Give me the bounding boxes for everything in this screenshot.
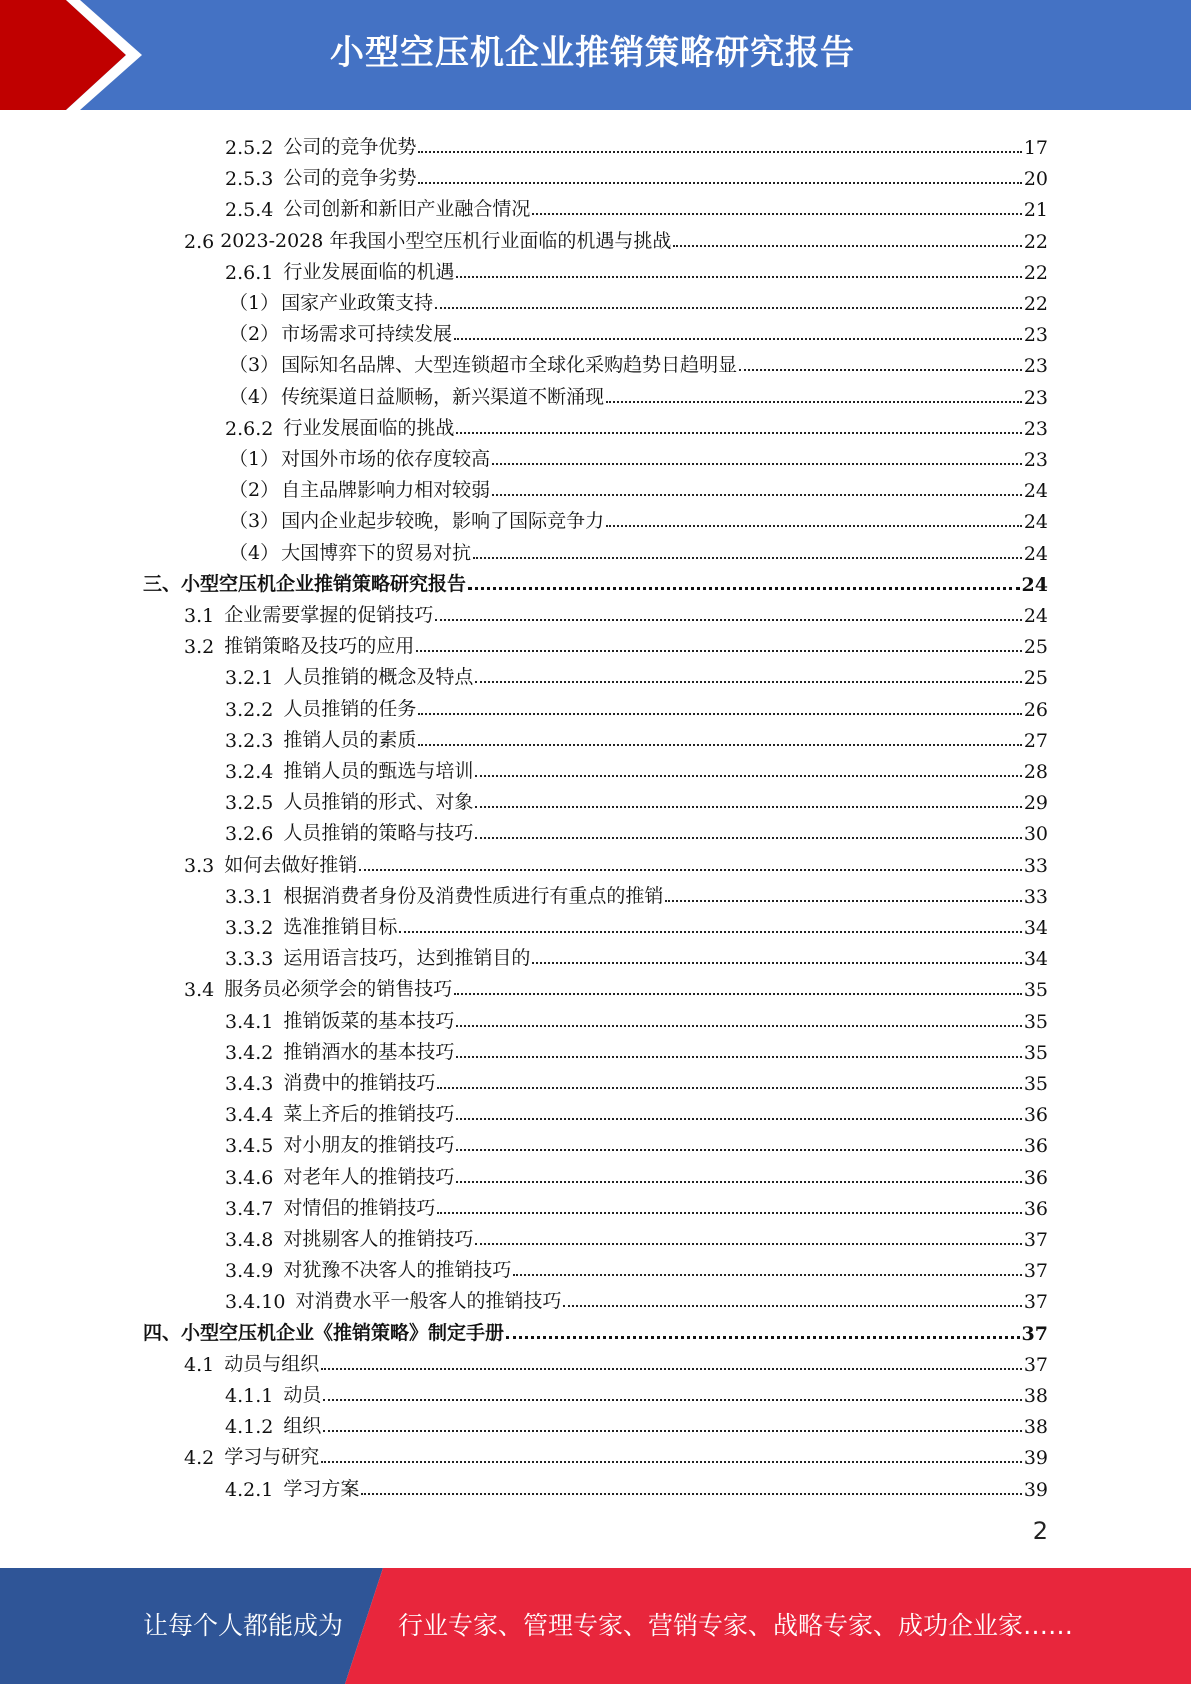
toc-entry-page: 24 xyxy=(1023,511,1048,533)
toc-entry-page: 33 xyxy=(1023,886,1048,908)
toc-entry-label: 组织 xyxy=(283,1415,322,1437)
toc-leader-dots xyxy=(513,1274,1021,1276)
toc-entry-number: 3.4.10 xyxy=(225,1291,286,1313)
toc-entry-number: 4.2.1 xyxy=(225,1479,274,1501)
toc-entry-label: 对国外市场的依存度较高 xyxy=(281,448,491,470)
toc-leader-dots xyxy=(435,619,1022,621)
toc-entry-page: 22 xyxy=(1023,262,1048,284)
toc-entry-label: 国内企业起步较晚，影响了国际竞争力 xyxy=(281,510,605,532)
toc-leader-dots xyxy=(321,1368,1022,1370)
toc-leader-dots xyxy=(435,307,1022,309)
toc-leader-dots xyxy=(739,369,1022,371)
toc-entry-page: 23 xyxy=(1023,324,1048,346)
toc-entry[interactable] xyxy=(229,440,1048,471)
toc-entry[interactable] xyxy=(225,1064,1048,1095)
toc-entry[interactable] xyxy=(225,658,1048,689)
toc-entry-number: 3.2.1 xyxy=(225,667,274,689)
toc-leader-dots xyxy=(456,432,1021,434)
toc-leader-dots xyxy=(456,1025,1021,1027)
toc-leader-dots xyxy=(665,900,1021,902)
toc-entry[interactable] xyxy=(225,939,1048,970)
toc-leader-dots xyxy=(475,775,1021,777)
toc-entry-label: 行业发展面临的挑战 xyxy=(283,417,455,439)
toc-entry-label: 国家产业政策支持 xyxy=(281,292,434,314)
toc-entry-number: 2.5.2 xyxy=(225,137,274,159)
toc-entry-number: 3.4.5 xyxy=(225,1135,274,1157)
toc-entry-number: 3.4 xyxy=(184,979,215,1001)
toc-entry-page: 24 xyxy=(1023,605,1048,627)
page-number: 2 xyxy=(1032,1517,1048,1545)
toc-entry-page: 38 xyxy=(1023,1416,1048,1438)
toc-entry-number: （4） xyxy=(229,386,280,408)
toc-entry[interactable] xyxy=(225,908,1048,939)
toc-entry-number: 2.6 xyxy=(184,231,215,253)
toc-entry-label: 三、小型空压机企业推销策略研究报告 xyxy=(143,573,467,595)
toc-leader-dots xyxy=(416,650,1022,652)
toc-entry-number: 3.3.2 xyxy=(225,917,274,939)
toc-entry-number: 3.4.1 xyxy=(225,1011,274,1033)
toc-entry-number: 2.5.4 xyxy=(225,199,274,221)
toc-entry[interactable] xyxy=(225,409,1048,440)
toc-entry-number: 3.1 xyxy=(184,605,215,627)
toc-entry-label: 对消费水平一般客人的推销技巧 xyxy=(295,1290,562,1312)
toc-leader-dots xyxy=(606,401,1022,403)
toc-entry-label: 大国博弈下的贸易对抗 xyxy=(281,542,472,564)
toc-entry-label: 企业需要掌握的促销技巧 xyxy=(224,604,434,626)
toc-entry-number: 4.1 xyxy=(184,1354,215,1376)
toc-leader-dots xyxy=(456,1118,1021,1120)
toc-entry[interactable] xyxy=(225,1407,1048,1438)
toc-leader-dots xyxy=(532,213,1021,215)
toc-entry[interactable] xyxy=(225,721,1048,752)
toc-entry-label: 根据消费者身份及消费性质进行有重点的推销 xyxy=(283,885,664,907)
toc-entry-page: 35 xyxy=(1023,1073,1048,1095)
toc-entry-label: 人员推销的任务 xyxy=(283,698,417,720)
toc-entry-page: 23 xyxy=(1023,449,1048,471)
toc-entry-page: 28 xyxy=(1023,761,1048,783)
toc-entry-number: （3） xyxy=(229,354,280,376)
toc-entry-page: 34 xyxy=(1023,917,1048,939)
toc-entry-number: （1） xyxy=(229,292,280,314)
toc-entry-page: 36 xyxy=(1023,1198,1048,1220)
toc-entry-label: 推销策略及技巧的应用 xyxy=(224,635,415,657)
toc-entry[interactable] xyxy=(225,159,1048,190)
toc-entry[interactable] xyxy=(225,814,1048,845)
toc-leader-dots xyxy=(454,338,1022,340)
toc-entry-page: 24 xyxy=(1023,543,1048,565)
toc-entry-label: 推销人员的甄选与培训 xyxy=(283,760,474,782)
toc-entry-label: 选准推销目标 xyxy=(283,916,398,938)
toc-entry-number: 3.2.4 xyxy=(225,761,274,783)
toc-entry[interactable] xyxy=(225,1470,1048,1501)
toc-entry-label: 公司的竞争劣势 xyxy=(283,167,417,189)
toc-entry-number: 3.4.7 xyxy=(225,1198,274,1220)
toc-entry[interactable] xyxy=(229,534,1048,565)
toc-entry[interactable] xyxy=(225,783,1048,814)
toc-entry-label: 自主品牌影响力相对较弱 xyxy=(281,479,491,501)
toc-entry[interactable] xyxy=(229,315,1048,346)
toc-entry-number: （3） xyxy=(229,510,280,532)
toc-entry-label: 四、小型空压机企业《推销策略》制定手册 xyxy=(143,1322,505,1344)
toc-leader-dots xyxy=(399,931,1021,933)
toc-entry[interactable] xyxy=(225,1033,1048,1064)
toc-entry[interactable] xyxy=(229,284,1048,315)
toc-entry-label: 人员推销的形式、对象 xyxy=(283,791,474,813)
toc-entry-page: 35 xyxy=(1023,979,1048,1001)
toc-entry[interactable] xyxy=(225,1282,1048,1313)
toc-entry[interactable] xyxy=(184,1438,1048,1469)
toc-entry[interactable] xyxy=(225,1376,1048,1407)
toc-entry-number: 3.4.4 xyxy=(225,1104,274,1126)
toc-entry-page: 29 xyxy=(1023,792,1048,814)
toc-entry-label: 国际知名品牌、大型连锁超市全球化采购趋势日趋明显 xyxy=(281,354,738,376)
footer-slogan-left: 让每个人都能成为 xyxy=(143,1611,344,1640)
toc-entry-page: 22 xyxy=(1023,231,1048,253)
toc-entry-number: （2） xyxy=(229,323,280,345)
toc-entry-page: 30 xyxy=(1023,823,1048,845)
toc-leader-dots xyxy=(456,276,1021,278)
toc-entry-label: 市场需求可持续发展 xyxy=(281,323,453,345)
toc-entry-page: 27 xyxy=(1023,730,1048,752)
toc-entry-label: 传统渠道日益顺畅，新兴渠道不断涌现 xyxy=(281,386,605,408)
toc-entry-page: 23 xyxy=(1023,387,1048,409)
toc-entry-label: 人员推销的策略与技巧 xyxy=(283,822,474,844)
toc-entry-page: 37 xyxy=(1021,1323,1048,1345)
toc-leader-dots xyxy=(673,245,1021,247)
toc-entry-page: 36 xyxy=(1023,1135,1048,1157)
toc-leader-dots xyxy=(563,1305,1021,1307)
toc-entry-page: 26 xyxy=(1023,699,1048,721)
toc-leader-dots xyxy=(475,837,1021,839)
toc-entry-page: 39 xyxy=(1023,1447,1048,1469)
toc-leader-dots xyxy=(361,1493,1021,1495)
toc-entry-page: 20 xyxy=(1023,168,1048,190)
toc-entry-label: 学习与研究 xyxy=(224,1446,320,1468)
toc-entry-number: 3.3.3 xyxy=(225,948,274,970)
toc-entry-label: 动员与组织 xyxy=(224,1353,320,1375)
toc-entry[interactable] xyxy=(143,565,1048,596)
toc-entry[interactable] xyxy=(184,1345,1048,1376)
toc-entry-number: 3.4.8 xyxy=(225,1229,274,1251)
toc-entry-page: 37 xyxy=(1023,1354,1048,1376)
toc-entry-number: 3.2 xyxy=(184,636,215,658)
toc-leader-dots xyxy=(454,993,1022,995)
toc-entry-label: 推销人员的素质 xyxy=(283,729,417,751)
toc-entry-label: 2023-2028 年我国小型空压机行业面临的机遇与挑战 xyxy=(220,230,672,252)
toc-leader-dots xyxy=(532,962,1021,964)
toc-entry-page: 24 xyxy=(1023,480,1048,502)
toc-leader-dots xyxy=(418,182,1021,184)
toc-leader-dots xyxy=(475,806,1021,808)
toc-entry-label: 如何去做好推销 xyxy=(224,854,358,876)
toc-leader-dots xyxy=(475,1243,1021,1245)
toc-entry[interactable] xyxy=(184,846,1048,877)
toc-entry-number: 3.4.2 xyxy=(225,1042,274,1064)
toc-entry-number: 3.3 xyxy=(184,855,215,877)
toc-entry-page: 35 xyxy=(1023,1042,1048,1064)
toc-entry-page: 24 xyxy=(1021,574,1048,596)
toc-entry[interactable] xyxy=(225,1158,1048,1189)
toc-entry-page: 21 xyxy=(1023,199,1048,221)
toc-leader-dots xyxy=(506,1336,1020,1339)
toc-entry[interactable] xyxy=(229,346,1048,377)
toc-leader-dots xyxy=(437,1087,1021,1089)
toc-entry-number: （1） xyxy=(229,448,280,470)
toc-entry-label: 服务员必须学会的销售技巧 xyxy=(224,978,453,1000)
toc-entry-number: 2.6.2 xyxy=(225,418,274,440)
toc-leader-dots xyxy=(359,869,1022,871)
toc-entry[interactable] xyxy=(225,128,1048,159)
toc-entry-page: 23 xyxy=(1023,355,1048,377)
toc-leader-dots xyxy=(418,713,1021,715)
toc-entry[interactable] xyxy=(184,627,1048,658)
toc-entry-page: 38 xyxy=(1023,1385,1048,1407)
toc-leader-dots xyxy=(475,681,1021,683)
toc-entry[interactable] xyxy=(229,471,1048,502)
footer-slogan-right: 行业专家、管理专家、营销专家、战略专家、成功企业家…… xyxy=(398,1611,1074,1640)
toc-entry-label: 学习方案 xyxy=(283,1478,360,1500)
toc-entry-label: 公司创新和新旧产业融合情况 xyxy=(283,198,531,220)
toc-entry-number: 4.1.2 xyxy=(225,1416,274,1438)
toc-entry-label: 对挑剔客人的推销技巧 xyxy=(283,1228,474,1250)
toc-entry-label: 对老年人的推销技巧 xyxy=(283,1166,455,1188)
toc-entry-number: 3.2.3 xyxy=(225,730,274,752)
toc-entry[interactable] xyxy=(143,1314,1048,1345)
toc-entry-number: 3.2.5 xyxy=(225,792,274,814)
toc-leader-dots xyxy=(437,1212,1021,1214)
toc-entry-number: 3.2.6 xyxy=(225,823,274,845)
toc-leader-dots xyxy=(468,587,1020,590)
toc-entry-page: 39 xyxy=(1023,1479,1048,1501)
toc-leader-dots xyxy=(456,1181,1021,1183)
toc-entry-label: 行业发展面临的机遇 xyxy=(283,261,455,283)
toc-entry-page: 36 xyxy=(1023,1104,1048,1126)
toc-entry[interactable] xyxy=(229,502,1048,533)
toc-entry-page: 17 xyxy=(1023,137,1048,159)
toc-entry-label: 菜上齐后的推销技巧 xyxy=(283,1103,455,1125)
toc-entry[interactable] xyxy=(225,1095,1048,1126)
toc-leader-dots xyxy=(473,557,1022,559)
toc-entry[interactable] xyxy=(229,378,1048,409)
document-title: 小型空压机企业推销策略研究报告 xyxy=(330,33,855,73)
toc-entry[interactable] xyxy=(225,190,1048,221)
toc-entry-label: 推销饭菜的基本技巧 xyxy=(283,1010,455,1032)
toc-entry[interactable] xyxy=(225,752,1048,783)
toc-entry-number: 3.4.9 xyxy=(225,1260,274,1282)
toc-entry-label: 运用语言技巧，达到推销目的 xyxy=(283,947,531,969)
toc-entry[interactable] xyxy=(225,1126,1048,1157)
toc-entry-label: 推销酒水的基本技巧 xyxy=(283,1041,455,1063)
toc-entry[interactable] xyxy=(225,1002,1048,1033)
page-header xyxy=(0,0,1191,110)
toc-entry-page: 33 xyxy=(1023,855,1048,877)
toc-leader-dots xyxy=(606,525,1022,527)
toc-entry-number: 3.4.6 xyxy=(225,1167,274,1189)
toc-entry-page: 36 xyxy=(1023,1167,1048,1189)
toc-entry-page: 37 xyxy=(1023,1229,1048,1251)
toc-entry[interactable] xyxy=(225,877,1048,908)
toc-entry-number: （2） xyxy=(229,479,280,501)
toc-entry-number: 4.1.1 xyxy=(225,1385,274,1407)
toc-entry-number: （4） xyxy=(229,542,280,564)
toc-entry-number: 2.6.1 xyxy=(225,262,274,284)
toc-entry-number: 3.2.2 xyxy=(225,699,274,721)
toc-entry-number: 3.4.3 xyxy=(225,1073,274,1095)
toc-entry[interactable] xyxy=(184,596,1048,627)
toc-entry-label: 人员推销的概念及特点 xyxy=(283,666,474,688)
toc-entry-label: 对小朋友的推销技巧 xyxy=(283,1134,455,1156)
toc-leader-dots xyxy=(492,463,1022,465)
toc-entry-number: 2.5.3 xyxy=(225,168,274,190)
toc-entry-page: 35 xyxy=(1023,1011,1048,1033)
toc-entry-page: 22 xyxy=(1023,293,1048,315)
toc-entry-label: 公司的竞争优势 xyxy=(283,136,417,158)
toc-leader-dots xyxy=(492,494,1022,496)
toc-leader-dots xyxy=(323,1399,1021,1401)
toc-entry-number: 3.3.1 xyxy=(225,886,274,908)
toc-entry[interactable] xyxy=(184,222,1048,253)
toc-entry[interactable] xyxy=(225,1251,1048,1282)
toc-entry-page: 25 xyxy=(1023,636,1048,658)
toc-leader-dots xyxy=(418,151,1021,153)
toc-entry-page: 34 xyxy=(1023,948,1048,970)
toc-entry[interactable] xyxy=(225,1189,1048,1220)
toc-entry-number: 4.2 xyxy=(184,1447,215,1469)
toc-entry-page: 25 xyxy=(1023,667,1048,689)
page-footer xyxy=(0,1568,1191,1684)
toc-entry[interactable] xyxy=(225,1220,1048,1251)
toc-entry-page: 37 xyxy=(1023,1260,1048,1282)
toc-entry-label: 消费中的推销技巧 xyxy=(283,1072,436,1094)
toc-entry-page: 23 xyxy=(1023,418,1048,440)
toc-entry[interactable] xyxy=(225,690,1048,721)
toc-entry-label: 对情侣的推销技巧 xyxy=(283,1197,436,1219)
toc-leader-dots xyxy=(456,1149,1021,1151)
toc-leader-dots xyxy=(418,744,1021,746)
toc-entry-page: 37 xyxy=(1023,1291,1048,1313)
toc-leader-dots xyxy=(321,1461,1022,1463)
toc-leader-dots xyxy=(456,1056,1021,1058)
toc-entry[interactable] xyxy=(225,253,1048,284)
toc-entry-label: 对犹豫不决客人的推销技巧 xyxy=(283,1259,512,1281)
toc-leader-dots xyxy=(323,1430,1021,1432)
toc-entry[interactable] xyxy=(184,970,1048,1001)
toc-entry-label: 动员 xyxy=(283,1384,322,1406)
